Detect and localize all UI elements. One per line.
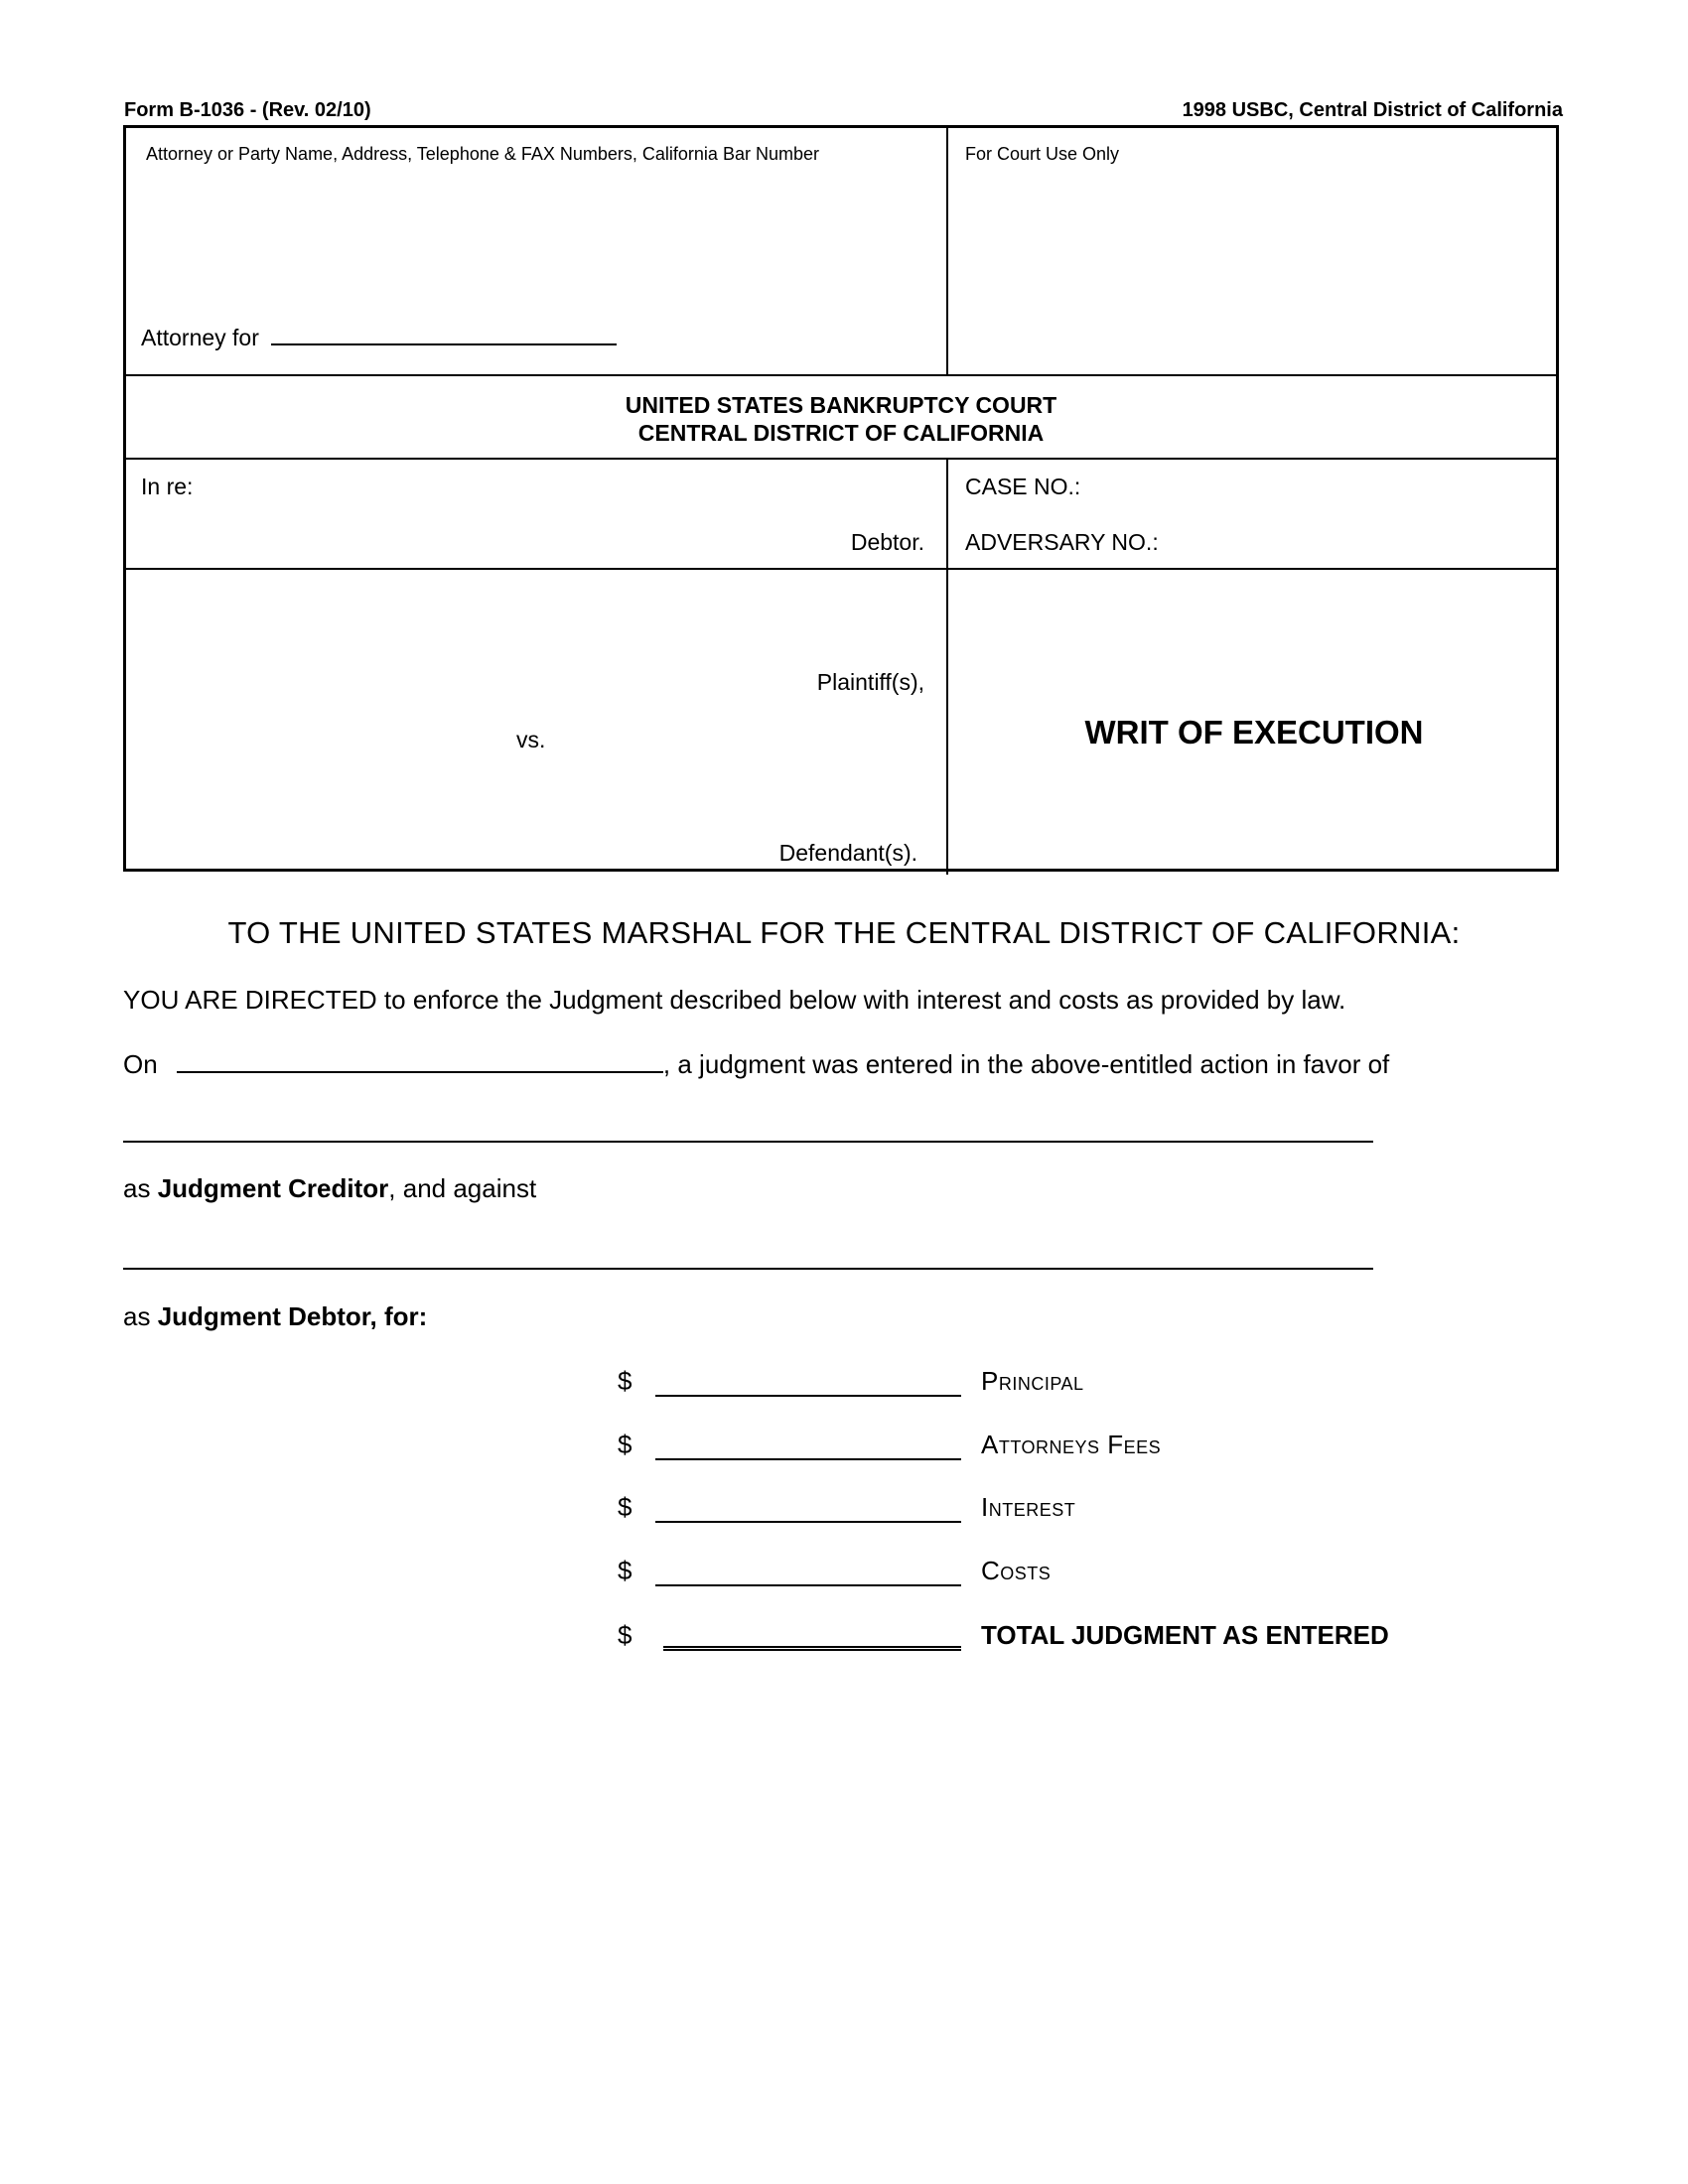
attorney-for-line — [141, 322, 617, 351]
debtor-name-field[interactable] — [123, 1268, 1373, 1270]
attorney-info-label: Attorney or Party Name, Address, Telephone & FAX Numbers, California Bar Number — [146, 144, 819, 164]
judgment-creditor-label: Judgment Creditor — [157, 1173, 389, 1203]
divider-h1 — [126, 374, 1556, 376]
attorney-for-label: Attorney for — [141, 325, 259, 350]
divider-top — [946, 128, 948, 374]
amount-row-principal — [618, 1366, 1084, 1397]
judgment-date-line — [123, 1047, 1389, 1080]
currency-symbol: $ — [618, 1556, 633, 1585]
interest-label: Interest — [981, 1492, 1076, 1522]
total-judgment-label: TOTAL JUDGMENT AS ENTERED — [981, 1620, 1389, 1650]
amount-row-attorneys-fees — [618, 1430, 1161, 1460]
costs-amount-field[interactable] — [655, 1557, 961, 1586]
judgment-date-field[interactable] — [177, 1047, 663, 1073]
adversary-no-label: ADVERSARY NO.: — [965, 529, 1159, 555]
on-prefix: On — [123, 1049, 158, 1079]
court-name — [126, 391, 1556, 447]
caption-box — [123, 125, 1559, 872]
court-name-line1: UNITED STATES BANKRUPTCY COURT — [625, 392, 1057, 418]
currency-symbol: $ — [618, 1430, 633, 1459]
debtor-label: Debtor. — [850, 529, 924, 555]
defendants-label: Defendant(s). — [778, 840, 917, 866]
principal-amount-field[interactable] — [655, 1367, 961, 1397]
court-use-label: For Court Use Only — [965, 144, 1120, 164]
principal-label: Principal — [981, 1366, 1084, 1396]
amount-row-total — [618, 1618, 1389, 1651]
form-id: Form B-1036 - (Rev. 02/10) — [124, 99, 371, 121]
total-judgment-amount-field[interactable] — [663, 1618, 961, 1651]
divider-lower — [946, 458, 948, 875]
interest-amount-field[interactable] — [655, 1493, 961, 1523]
attorneys-fees-label: Attorneys Fees — [981, 1430, 1162, 1459]
court-name-line2: CENTRAL DISTRICT OF CALIFORNIA — [637, 420, 1045, 446]
marshal-heading: TO THE UNITED STATES MARSHAL FOR THE CENTRAL DISTRICT OF CALIFORNIA: — [227, 915, 1461, 950]
as-prefix-debtor: as — [123, 1301, 151, 1331]
on-suffix: , a judgment was entered in the above-entitled action in favor of — [662, 1049, 1390, 1079]
and-against-label: , and against — [388, 1173, 537, 1203]
as-prefix-creditor: as — [123, 1173, 151, 1203]
in-re-label: In re: — [141, 474, 194, 499]
directed-statement: YOU ARE DIRECTED to enforce the Judgment described below with interest and costs as provided by law. — [123, 985, 1346, 1015]
debtor-line — [123, 1301, 427, 1332]
costs-label: Costs — [981, 1556, 1052, 1585]
attorney-for-field[interactable] — [271, 322, 617, 345]
creditor-name-field[interactable] — [123, 1141, 1373, 1143]
case-no-label: CASE NO.: — [965, 474, 1081, 499]
vs-label: vs. — [516, 727, 546, 752]
divider-h2 — [126, 458, 1556, 460]
currency-symbol: $ — [618, 1620, 633, 1650]
divider-h3 — [126, 568, 1556, 570]
document-title: WRIT OF EXECUTION — [1084, 714, 1424, 751]
court-reference: 1998 USBC, Central District of California — [1182, 99, 1563, 121]
attorneys-fees-amount-field[interactable] — [655, 1431, 961, 1460]
amount-row-interest — [618, 1492, 1075, 1523]
creditor-line — [123, 1173, 536, 1204]
plaintiffs-label: Plaintiff(s), — [816, 669, 924, 695]
currency-symbol: $ — [618, 1366, 633, 1396]
judgment-debtor-label: Judgment Debtor, for: — [157, 1301, 428, 1331]
currency-symbol: $ — [618, 1492, 633, 1522]
amount-row-costs — [618, 1556, 1051, 1586]
